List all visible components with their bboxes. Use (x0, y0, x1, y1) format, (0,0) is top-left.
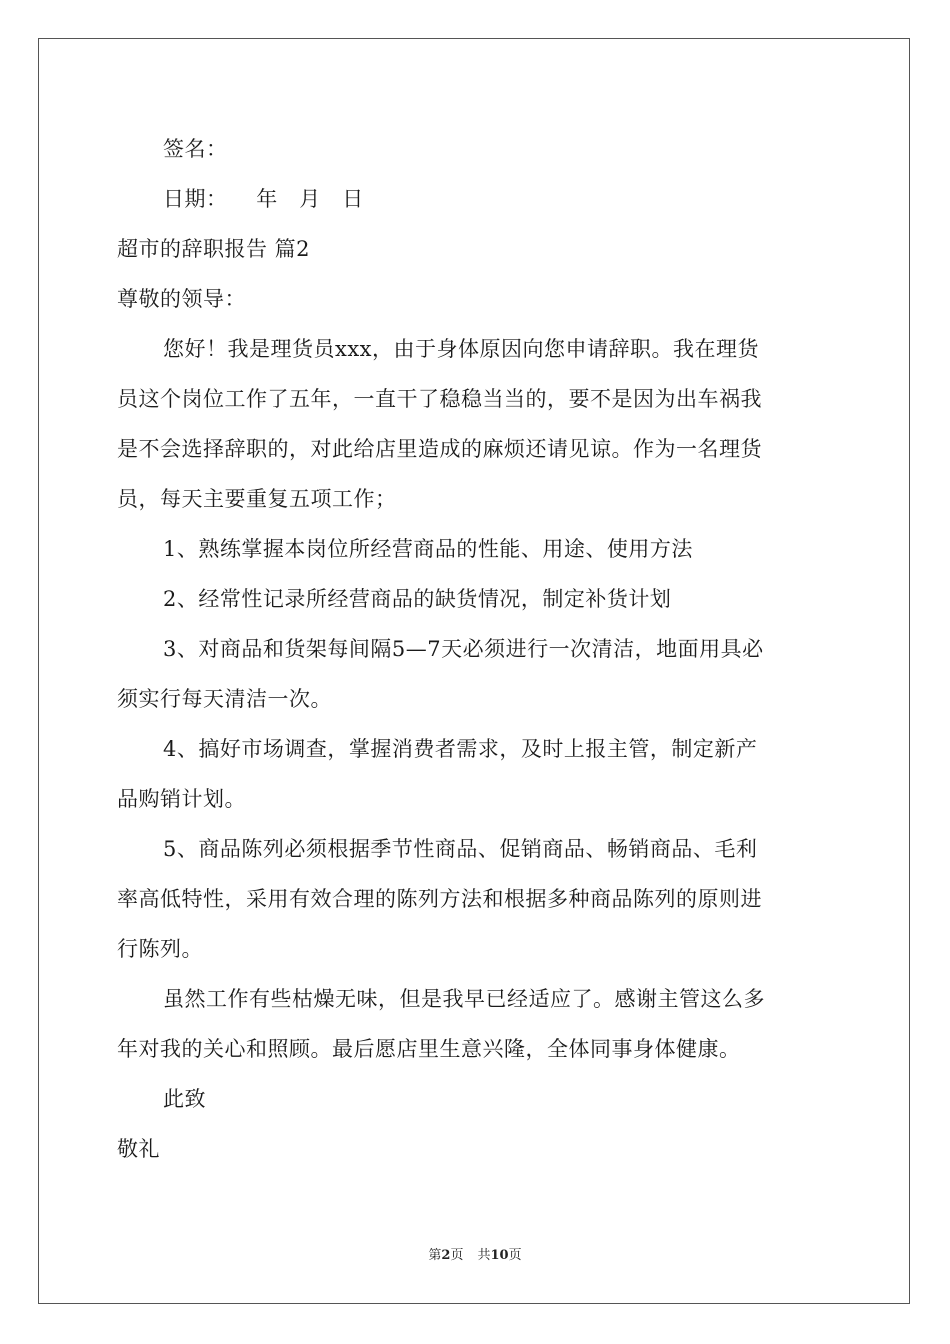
salutation: 尊敬的领导： (117, 287, 246, 311)
list-item-4-line-1: 4、搞好市场调查，掌握消费者需求，及时上报主管，制定新产 (163, 737, 758, 761)
list-item-5-line-1: 5、商品陈列必须根据季节性商品、促销商品、畅销商品、毛利 (163, 837, 758, 861)
closing-paragraph-line-2: 年对我的关心和照顾。最后愿店里生意兴隆，全体同事身体健康。 (117, 1037, 741, 1061)
signature-line: 签名： (163, 137, 228, 161)
page-footer (0, 1248, 950, 1264)
list-item-4-line-2: 品购销计划。 (117, 787, 246, 811)
footer-total-suffix: 页 (508, 1248, 522, 1263)
closing-paragraph-line-1: 虽然工作有些枯燥无味，但是我早已经适应了。感谢主管这么多 (163, 987, 765, 1011)
intro-line-4: 员，每天主要重复五项工作； (117, 487, 397, 511)
footer-page-number: 2 (441, 1248, 451, 1263)
closing-regards: 敬礼 (117, 1137, 160, 1161)
list-item-5-line-2: 率高低特性，采用有效合理的陈列方法和根据多种商品陈列的原则进 (117, 887, 762, 911)
intro-line-1: 您好！我是理货员xxx，由于身体原因向您申请辞职。我在理货 (163, 337, 760, 361)
page-border (38, 38, 910, 1304)
intro-line-3: 是不会选择辞职的，对此给店里造成的麻烦还请见谅。作为一名理货 (117, 437, 762, 461)
date-line: 日期： 年 月 日 (163, 187, 364, 211)
list-item-2: 2、经常性记录所经营商品的缺货情况，制定补货计划 (163, 587, 672, 611)
list-item-1: 1、熟练掌握本岗位所经营商品的性能、用途、使用方法 (163, 537, 693, 561)
footer-page-suffix: 页 (450, 1248, 464, 1263)
list-item-3-line-2: 须实行每天清洁一次。 (117, 687, 332, 711)
closing-salutation: 此致 (163, 1087, 206, 1111)
footer-total-prefix: 共 (477, 1248, 491, 1263)
intro-line-2: 员这个岗位工作了五年，一直干了稳稳当当的，要不是因为出车祸我 (117, 387, 762, 411)
list-item-3-line-1: 3、对商品和货架每间隔5—7天必须进行一次清洁，地面用具必 (163, 637, 764, 661)
section-title: 超市的辞职报告 篇2 (117, 237, 311, 261)
list-item-5-line-3: 行陈列。 (117, 937, 203, 961)
footer-total-pages: 10 (490, 1248, 509, 1263)
footer-page-prefix: 第 (428, 1248, 442, 1263)
